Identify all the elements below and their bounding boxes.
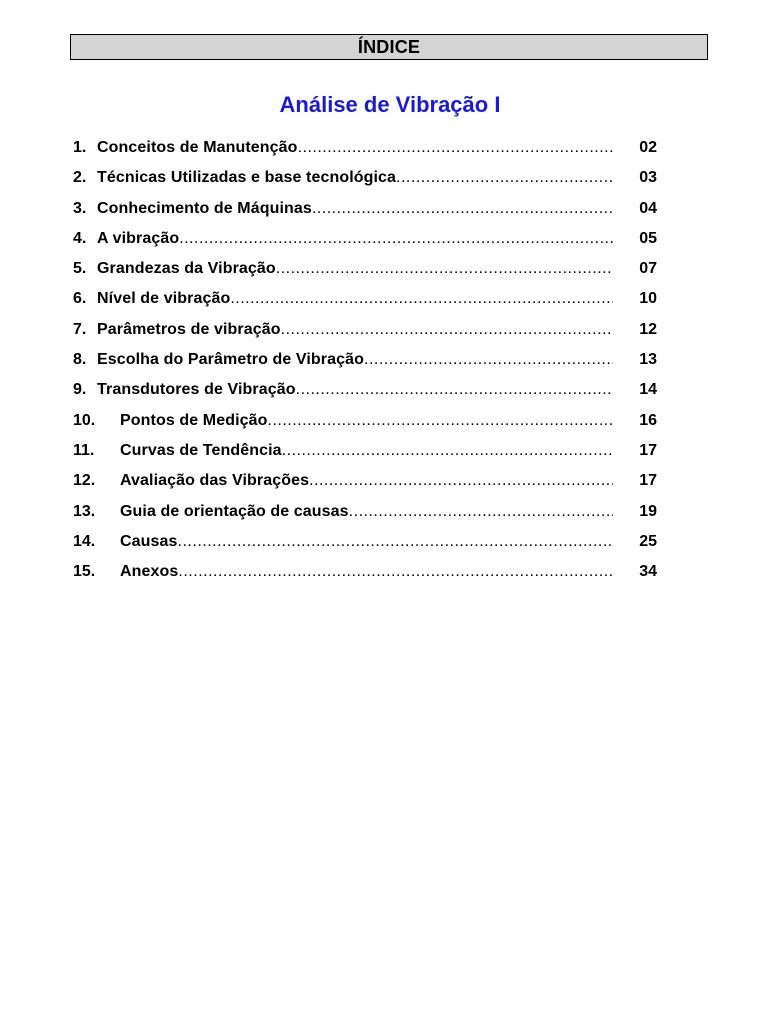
toc-entry-number: 14. xyxy=(73,532,96,550)
toc-entry-title: Transdutores de Vibração ..... xyxy=(97,377,613,403)
toc-entry-number: 1. xyxy=(73,139,87,156)
toc-entry-title: A vibração ..... xyxy=(97,226,613,252)
toc-entry[interactable] xyxy=(73,559,663,589)
toc-entry-page: 34 xyxy=(639,563,657,581)
toc-entry-title: Curvas de Tendência ..... xyxy=(120,438,613,464)
document-title: Análise de Vibração I xyxy=(279,92,501,117)
toc-entry-number: 3. xyxy=(73,199,87,217)
toc-entry[interactable] xyxy=(73,165,663,195)
toc-entry-title: Avaliação das Vibrações ..... xyxy=(120,468,613,494)
toc-entry-number: 7. xyxy=(73,320,87,338)
toc-entry-number: 6. xyxy=(73,290,87,308)
toc-entry[interactable] xyxy=(73,408,663,438)
toc-entry-page: 13 xyxy=(639,351,657,369)
toc-entry-number: 10. xyxy=(73,411,96,429)
toc-entry-number: 12. xyxy=(73,472,96,490)
toc-entry-page: 05 xyxy=(639,229,657,247)
toc-entry-title: Nível de vibração ..... xyxy=(97,286,613,312)
toc-entry[interactable] xyxy=(73,196,663,226)
toc-entry-number: 8. xyxy=(73,351,87,369)
toc-entry[interactable] xyxy=(73,286,663,316)
toc-entry-page: 03 xyxy=(639,169,657,187)
toc-entry[interactable] xyxy=(73,499,663,529)
toc-entry-number: 2. xyxy=(73,169,87,187)
toc-entry-number: 13. xyxy=(73,502,96,520)
toc-entry[interactable] xyxy=(73,317,663,347)
toc-entry[interactable] xyxy=(73,256,663,286)
toc-entry-title: Guia de orientação de causas ..... xyxy=(120,499,613,525)
toc-entry-page: 17 xyxy=(639,441,657,459)
toc-entry-title: Técnicas Utilizadas e base tecnológica ..... xyxy=(97,165,613,191)
toc-entry-page: 25 xyxy=(639,532,657,550)
toc-entry-title: Pontos de Medição ..... xyxy=(120,408,613,434)
toc-entry-page: 04 xyxy=(639,199,657,217)
table-of-contents xyxy=(73,135,663,589)
index-header xyxy=(70,34,708,60)
toc-entry-title: Conhecimento de Máquinas ..... xyxy=(97,196,613,222)
index-header-label: ÍNDICE xyxy=(357,36,421,57)
toc-entry-number: 5. xyxy=(73,260,87,278)
toc-entry-number: 4. xyxy=(73,229,87,247)
toc-entry-page: 17 xyxy=(639,472,657,490)
toc-entry[interactable] xyxy=(73,529,663,559)
toc-entry[interactable] xyxy=(73,468,663,498)
toc-entry-title: Causas ..... xyxy=(120,529,613,555)
toc-entry[interactable] xyxy=(73,438,663,468)
toc-entry[interactable] xyxy=(73,377,663,407)
toc-entry-number: 15. xyxy=(73,563,96,581)
toc-entry[interactable] xyxy=(73,347,663,377)
toc-entry-page: 14 xyxy=(639,381,657,399)
toc-entry-page: 07 xyxy=(639,260,657,278)
toc-entry-number: 11. xyxy=(73,441,95,459)
toc-entry[interactable] xyxy=(73,135,663,165)
toc-entry-title: Escolha do Parâmetro de Vibração ..... xyxy=(97,347,613,373)
toc-entry-page: 12 xyxy=(639,320,657,338)
toc-entry-title: Anexos ..... xyxy=(120,559,613,585)
toc-entry-page: 19 xyxy=(639,502,657,520)
toc-entry-title: Parâmetros de vibração ..... xyxy=(97,317,613,343)
toc-entry-page: 16 xyxy=(639,411,657,429)
toc-entry-page: 02 xyxy=(639,139,657,156)
toc-entry-number: 9. xyxy=(73,381,87,399)
toc-entry-title: Conceitos de Manutenção ..... xyxy=(97,135,613,161)
toc-entry-page: 10 xyxy=(639,290,657,308)
toc-entry[interactable] xyxy=(73,226,663,256)
toc-entry-title: Grandezas da Vibração ..... xyxy=(97,256,613,282)
